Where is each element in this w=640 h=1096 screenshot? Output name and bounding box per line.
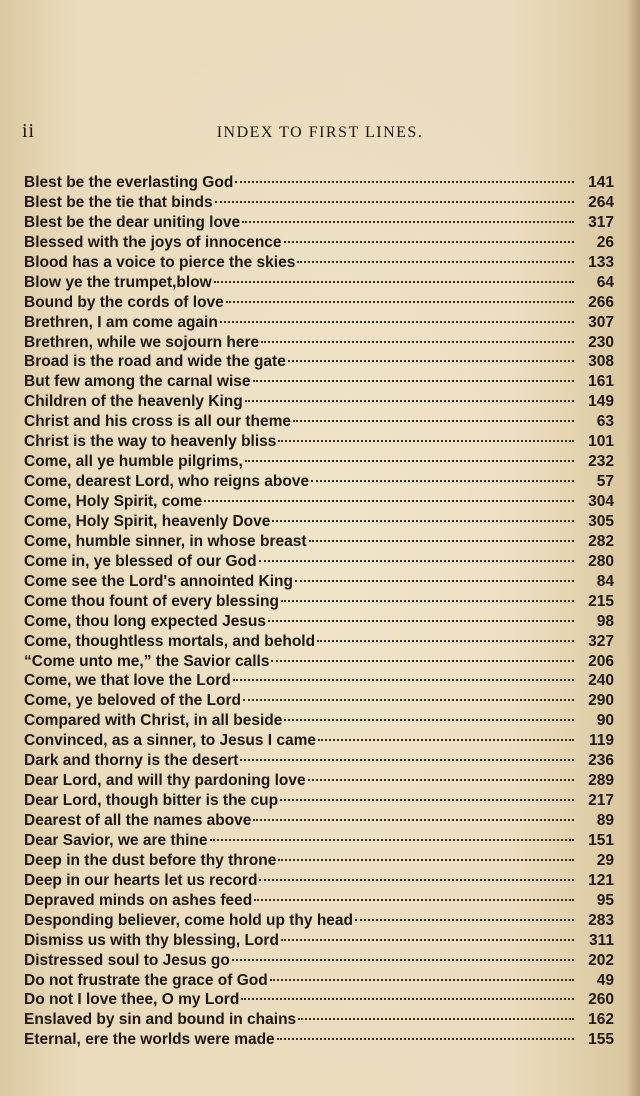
hymn-first-line: Do not I love thee, O my Lord [24,991,240,1009]
page-title: INDEX TO FIRST LINES. [216,124,424,141]
dot-leader [317,640,574,642]
hymn-number: 311 [588,931,614,949]
hymn-first-line: Bound by the cords of love [24,293,224,311]
dot-leader [298,1018,574,1020]
index-entry [24,432,614,452]
dot-leader [259,560,574,562]
index-entry [24,831,614,851]
dot-leader [272,520,574,522]
dot-leader [271,660,574,662]
dot-leader [280,799,574,801]
dot-leader [253,380,574,382]
hymn-first-line: Dark and thorny is the desert [24,752,239,770]
dot-leader [277,1038,574,1040]
hymn-number: 266 [588,293,614,311]
hymn-first-line: Brethren, while we sojourn here [24,333,260,351]
hymn-number: 84 [596,572,614,590]
index-entry [24,751,614,771]
hymn-first-line: Blest be the everlasting God [24,174,234,191]
dot-leader [245,460,574,462]
hymn-number: 217 [588,792,614,810]
hymn-number: 63 [596,413,614,431]
hymn-number: 305 [588,512,614,530]
hymn-number: 162 [588,1011,614,1029]
index-entry [24,552,614,572]
index-entry [24,811,614,831]
hymn-number: 290 [588,692,614,710]
hymn-first-line: Dismiss us with thy blessing, Lord [24,931,279,949]
hymn-first-line: Compared with Christ, in all beside [24,712,283,730]
hymn-number: 141 [588,174,614,191]
hymn-number: 317 [588,213,614,231]
index-entry [24,233,614,253]
hymn-first-line: Blow ye the trumpet,blow [24,273,212,291]
hymn-first-line: Convinced, as a sinner, to Jesus I came [24,732,317,750]
hymn-number: 64 [596,273,614,291]
hymn-first-line: Dearest of all the names above [24,812,252,829]
dot-leader [308,779,574,781]
hymn-first-line: Dear Lord, though bitter is the cup [24,792,279,810]
hymn-number: 26 [596,233,614,251]
dot-leader [261,341,574,343]
hymn-first-line: Broad is the road and wide the gate [24,353,286,371]
dot-leader [245,400,574,402]
index-entry [24,273,614,293]
dot-leader [235,181,574,183]
index-entry [24,891,614,911]
hymn-first-line: Come, Holy Spirit, come [24,493,203,510]
hymn-first-line: Come, all ye humble pilgrims, [24,453,243,471]
hymn-first-line: Dear Lord, and will thy pardoning love [24,772,306,790]
hymn-number: 49 [596,971,614,989]
index-entry [24,512,614,532]
dot-leader [278,440,574,442]
page-edge-shadow [626,0,640,1096]
hymn-first-line: Brethren, I am come again [24,313,218,331]
dot-leader [253,819,574,821]
hymn-first-line: Dear Savior, we are thine [24,831,208,849]
hymn-first-line: Come see the Lord's annointed King [24,572,293,590]
hymn-first-line: Distressed soul to Jesus go [24,951,230,969]
index-entry [24,671,614,691]
index-entry [24,931,614,951]
hymn-first-line: Eternal, ere the worlds were made [24,1031,275,1049]
hymn-number: 232 [588,453,614,471]
hymn-first-line: Depraved minds on ashes feed [24,891,253,909]
dot-leader [204,500,574,502]
dot-leader [309,540,574,542]
dot-leader [259,879,574,881]
index-entry [24,1030,614,1050]
hymn-first-line: “Come unto me,” the Savior calls [24,652,270,670]
dot-leader [284,719,574,721]
hymn-number: 133 [588,253,614,271]
hymn-first-line: But few among the carnal wise [24,373,251,391]
index-entry [24,632,614,652]
index-entry [24,691,614,711]
hymn-number: 155 [588,1031,614,1049]
hymn-first-line: Blest be the tie that binds [24,193,213,211]
hymn-first-line: Come, dearest Lord, who reigns above [24,473,310,491]
hymn-number: 215 [588,592,614,610]
index-entry [24,592,614,612]
hymn-number: 240 [588,672,614,690]
dot-leader [232,959,574,961]
hymn-number: 101 [588,433,614,451]
hymn-number: 202 [588,951,614,969]
hymn-first-line: Come thou fount of every blessing [24,592,279,610]
hymn-first-line: Deep in the dust before thy throne [24,851,277,869]
index-entry [24,911,614,931]
hymn-number: 289 [588,772,614,790]
dot-leader [214,281,574,283]
dot-leader [293,420,574,422]
hymn-first-line: Come, we that love the Lord [24,672,231,690]
hymn-number: 260 [588,991,614,1009]
hymn-number: 307 [588,313,614,331]
dot-leader [210,839,574,841]
index-entry [24,871,614,891]
hymn-number: 90 [596,712,614,730]
hymn-first-line: Children of the heavenly King [24,393,243,411]
index-entry [24,652,614,672]
index-entry [24,293,614,313]
hymn-number: 98 [596,612,614,630]
hymn-number: 280 [588,552,614,570]
hymn-first-line: Desponding believer, come hold up thy head [24,911,353,929]
first-lines-index [24,173,614,1050]
hymn-first-line: Deep in our hearts let us record [24,871,258,889]
hymn-number: 206 [588,652,614,670]
hymn-number: 95 [596,891,614,909]
dot-leader [270,979,574,981]
dot-leader [220,321,574,323]
index-entry [24,971,614,991]
dot-leader [240,759,574,761]
hymn-first-line: Come, Holy Spirit, heavenly Dove [24,512,271,530]
index-entry [24,412,614,432]
hymn-first-line: Blest be the dear uniting love [24,213,241,231]
index-entry [24,711,614,731]
index-entry [24,352,614,372]
hymn-first-line: Come, thou long expected Jesus [24,612,267,630]
dot-leader [243,699,574,701]
hymn-number: 283 [588,911,614,929]
hymn-number: 236 [588,752,614,770]
hymn-number: 282 [588,532,614,550]
hymn-first-line: Do not frustrate the grace of God [24,971,268,989]
hymn-first-line: Come in, ye blessed of our God [24,552,257,570]
dot-leader [226,301,574,303]
hymn-number: 161 [588,373,614,391]
hymn-number: 151 [588,831,614,849]
index-entry [24,472,614,492]
index-entry [24,612,614,632]
page-number: ii [22,120,36,142]
index-entry [24,791,614,811]
index-entry [24,492,614,512]
hymn-first-line: Christ and his cross is all our theme [24,413,292,431]
dot-leader [268,620,574,622]
hymn-first-line: Blessed with the joys of innocence [24,233,282,251]
dot-leader [288,360,574,362]
index-entry [24,392,614,412]
hymn-number: 57 [596,473,614,491]
dot-leader [278,859,574,861]
dot-leader [215,201,574,203]
index-entry [24,572,614,592]
index-entry [24,313,614,333]
dot-leader [281,600,574,602]
dot-leader [311,480,574,482]
index-entry [24,990,614,1010]
hymn-first-line: Come, ye beloved of the Lord [24,692,242,710]
hymn-first-line: Come, thoughtless mortals, and behold [24,632,316,650]
index-entry [24,333,614,353]
hymn-number: 327 [588,632,614,650]
index-entry [24,731,614,751]
index-entry [24,1010,614,1030]
hymn-first-line: Blood has a voice to pierce the skies [24,253,296,271]
hymn-number: 119 [588,732,614,750]
hymn-number: 29 [596,851,614,869]
hymn-number: 121 [588,871,614,889]
dot-leader [254,899,574,901]
index-entry [24,173,614,193]
dot-leader [297,261,574,263]
dot-leader [242,221,574,223]
index-entry [24,771,614,791]
hymn-first-line: Come, humble sinner, in whose breast [24,532,307,550]
dot-leader [281,939,574,941]
index-entry [24,851,614,871]
hymn-first-line: Enslaved by sin and bound in chains [24,1011,297,1029]
index-entry [24,253,614,273]
hymn-number: 308 [588,353,614,371]
hymn-number: 89 [596,812,614,829]
index-entry [24,213,614,233]
hymn-number: 264 [588,193,614,211]
dot-leader [318,739,574,741]
index-entry [24,951,614,971]
hymn-number: 149 [588,393,614,411]
index-entry [24,193,614,213]
index-entry [24,372,614,392]
dot-leader [284,241,574,243]
index-entry [24,452,614,472]
dot-leader [233,679,574,681]
index-entry [24,532,614,552]
dot-leader [355,919,574,921]
hymn-first-line: Christ is the way to heavenly bliss [24,433,277,451]
hymn-number: 304 [588,493,614,510]
dot-leader [295,580,574,582]
hymn-number: 230 [588,333,614,351]
dot-leader [241,998,574,1000]
